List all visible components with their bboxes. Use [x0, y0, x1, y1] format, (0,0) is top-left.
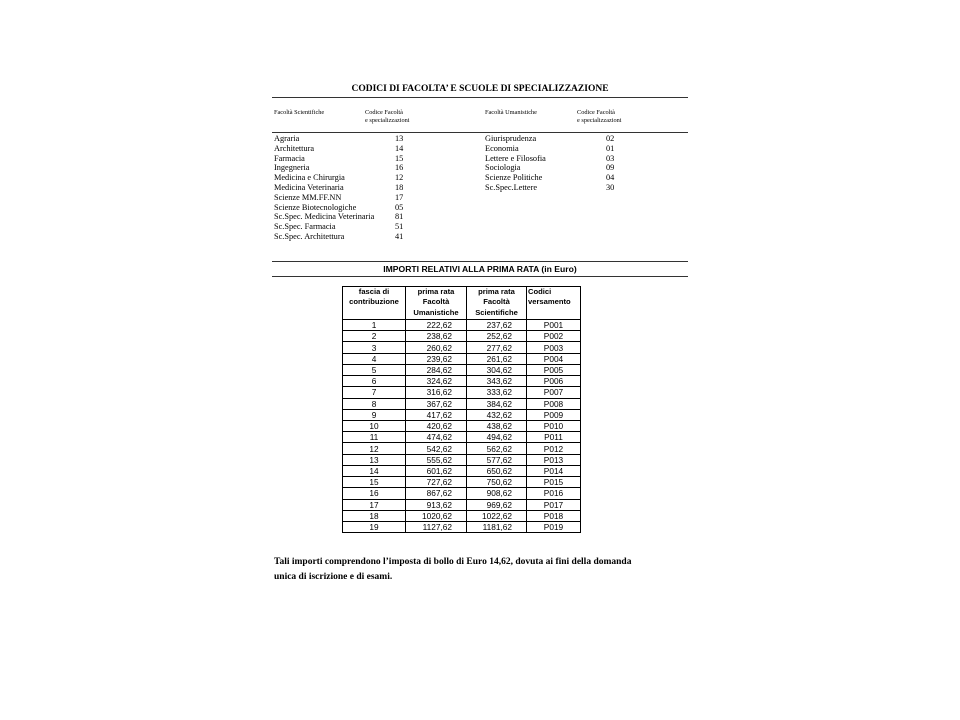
fascia-cell: 7 — [343, 387, 406, 398]
codice-versamento-cell: P005 — [527, 365, 581, 376]
scientifiche-amount-cell: 438,62 — [467, 421, 527, 432]
faculty-code: 15 — [395, 153, 404, 163]
faculty-name: Scienze MM.FF.NN — [274, 192, 342, 202]
codice-versamento-cell: P018 — [527, 511, 581, 522]
fascia-cell: 3 — [343, 342, 406, 353]
fascia-cell: 19 — [343, 522, 406, 533]
umanistiche-code-header-line2: e specializzazioni — [577, 117, 622, 124]
fascia-cell: 12 — [343, 443, 406, 454]
fascia-cell: 9 — [343, 410, 406, 421]
scientifiche-amount-cell: 333,62 — [467, 387, 527, 398]
faculty-row — [274, 144, 474, 154]
header-line: prima rata — [478, 287, 515, 296]
faculty-name: Sc.Spec. Farmacia — [274, 222, 336, 232]
faculty-name: Scienze Politiche — [485, 173, 543, 183]
faculty-row — [485, 154, 685, 164]
faculty-row — [274, 183, 474, 193]
fascia-cell: 18 — [343, 511, 406, 522]
faculty-row — [274, 163, 474, 173]
header-line: Umanistiche — [413, 307, 459, 317]
umanistiche-amount-cell: 601,62 — [406, 466, 467, 477]
umanistiche-amount-cell: 867,62 — [406, 488, 467, 499]
fascia-cell: 11 — [343, 432, 406, 443]
fee-table-header-cell — [406, 287, 467, 320]
faculty-row — [485, 173, 685, 183]
fascia-cell: 8 — [343, 399, 406, 410]
scientifiche-amount-cell: 494,62 — [467, 432, 527, 443]
header-line: Facoltà — [483, 297, 510, 307]
scientifiche-amount-cell: 343,62 — [467, 376, 527, 387]
faculty-code: 51 — [395, 222, 404, 232]
faculty-code: 81 — [395, 212, 404, 222]
umanistiche-code-header-line1: Codice Facoltà — [577, 109, 615, 116]
fascia-cell: 6 — [343, 376, 406, 387]
faculty-row — [485, 183, 685, 193]
codice-versamento-cell: P019 — [527, 522, 581, 533]
faculty-code: 09 — [606, 163, 615, 173]
faculty-name: Scienze Biotecnologiche — [274, 202, 357, 212]
faculty-row — [274, 154, 474, 164]
fascia-cell: 14 — [343, 466, 406, 477]
codice-versamento-cell: P003 — [527, 342, 581, 353]
fascia-cell: 5 — [343, 365, 406, 376]
codice-versamento-cell: P016 — [527, 488, 581, 499]
header-line: contribuzione — [349, 297, 399, 307]
scientifiche-code-header-line1: Codice Facoltà — [365, 109, 403, 116]
faculty-name: Lettere e Filosofia — [485, 153, 546, 163]
faculty-name: Economia — [485, 143, 519, 153]
importi-bottom-rule — [272, 276, 688, 277]
faculty-name: Sc.Spec. Architettura — [274, 232, 345, 241]
scientifiche-amount-cell: 261,62 — [467, 354, 527, 365]
scientifiche-amount-cell: 1181,62 — [467, 522, 527, 533]
note-line-1: Tali importi comprendono l’imposta di bollo di Euro 14,62, dovuta ai fini della domanda — [274, 557, 632, 567]
umanistiche-amount-cell: 555,62 — [406, 455, 467, 466]
umanistiche-amount-cell: 260,62 — [406, 342, 467, 353]
umanistiche-amount-cell: 324,62 — [406, 376, 467, 387]
umanistiche-header: Facoltà Umanistiche — [485, 109, 537, 116]
umanistiche-amount-cell: 238,62 — [406, 331, 467, 342]
scientifiche-amount-cell: 577,62 — [467, 455, 527, 466]
umanistiche-amount-cell: 316,62 — [406, 387, 467, 398]
faculty-code: 04 — [606, 173, 615, 183]
codice-versamento-cell: P015 — [527, 477, 581, 488]
umanistiche-amount-cell: 474,62 — [406, 432, 467, 443]
faculty-list-umanistiche — [485, 134, 685, 246]
faculty-name: Sc.Spec.Lettere — [485, 183, 538, 192]
codice-versamento-cell: P012 — [527, 443, 581, 454]
fascia-cell: 1 — [343, 320, 406, 331]
codice-versamento-cell: P007 — [527, 387, 581, 398]
scientifiche-amount-cell: 384,62 — [467, 399, 527, 410]
codice-versamento-cell: P009 — [527, 410, 581, 421]
scientifiche-amount-cell: 650,62 — [467, 466, 527, 477]
fascia-cell: 2 — [343, 331, 406, 342]
codice-versamento-cell: P001 — [527, 320, 581, 331]
faculty-row — [274, 232, 474, 242]
faculty-row — [274, 173, 474, 183]
codice-versamento-cell: P006 — [527, 376, 581, 387]
codice-versamento-cell: P011 — [527, 432, 581, 443]
codice-versamento-cell: P013 — [527, 455, 581, 466]
importi-top-rule — [272, 261, 688, 262]
fascia-cell: 15 — [343, 477, 406, 488]
scientifiche-code-header-line2: e specializzazioni — [365, 117, 410, 124]
scientifiche-amount-cell: 562,62 — [467, 443, 527, 454]
faculty-row — [274, 193, 474, 203]
scientifiche-amount-cell: 304,62 — [467, 365, 527, 376]
umanistiche-amount-cell: 284,62 — [406, 365, 467, 376]
umanistiche-amount-cell: 417,62 — [406, 410, 467, 421]
faculty-code: 05 — [395, 202, 404, 212]
faculty-code: 17 — [395, 192, 404, 202]
codice-versamento-cell: P008 — [527, 399, 581, 410]
codice-versamento-cell: P002 — [527, 331, 581, 342]
faculty-name: Medicina e Chirurgia — [274, 173, 345, 183]
faculty-name: Ingegneria — [274, 163, 310, 173]
faculty-row — [274, 134, 474, 144]
header-line: fascia di — [358, 287, 390, 296]
codice-versamento-cell: P004 — [527, 354, 581, 365]
codice-versamento-cell: P010 — [527, 421, 581, 432]
faculty-row — [485, 144, 685, 154]
header-divider — [272, 132, 688, 133]
umanistiche-amount-cell: 239,62 — [406, 354, 467, 365]
codice-versamento-cell: P014 — [527, 466, 581, 477]
scientifiche-header: Facoltà Scientifiche — [274, 109, 325, 116]
fee-table-header-cell — [527, 287, 581, 320]
importi-title: IMPORTI RELATIVI ALLA PRIMA RATA (in Euro) — [383, 264, 577, 274]
codice-versamento-cell: P017 — [527, 500, 581, 511]
faculty-code: 14 — [395, 143, 404, 153]
document-title: CODICI DI FACOLTA’ E SCUOLE DI SPECIALIZZAZIONE — [351, 84, 609, 94]
faculty-row — [485, 134, 685, 144]
fee-table-header-cell — [467, 287, 527, 320]
umanistiche-amount-cell: 1020,62 — [406, 511, 467, 522]
title-underline — [272, 97, 688, 98]
faculty-name: Giurisprudenza — [485, 134, 537, 143]
umanistiche-amount-cell: 222,62 — [406, 320, 467, 331]
fascia-cell: 4 — [343, 354, 406, 365]
faculty-name: Farmacia — [274, 153, 305, 163]
faculty-code: 03 — [606, 153, 615, 163]
header-line: Scientifiche — [475, 307, 518, 317]
umanistiche-amount-cell: 420,62 — [406, 421, 467, 432]
fee-table — [342, 286, 581, 533]
faculty-list-scientifiche — [274, 134, 474, 246]
faculty-row — [485, 163, 685, 173]
note-line-2: unica di iscrizione e di esami. — [274, 572, 393, 582]
faculty-code: 01 — [606, 143, 615, 153]
header-line: Codici — [528, 287, 552, 296]
scientifiche-amount-cell: 908,62 — [467, 488, 527, 499]
faculty-row — [274, 203, 474, 213]
scientifiche-amount-cell: 432,62 — [467, 410, 527, 421]
fascia-cell: 16 — [343, 488, 406, 499]
scientifiche-amount-cell: 252,62 — [467, 331, 527, 342]
faculty-code: 13 — [395, 134, 404, 143]
header-line: prima rata — [417, 287, 455, 296]
scientifiche-amount-cell: 237,62 — [467, 320, 527, 331]
faculty-code: 30 — [606, 183, 615, 192]
faculty-row — [274, 212, 474, 222]
umanistiche-amount-cell: 542,62 — [406, 443, 467, 454]
umanistiche-amount-cell: 913,62 — [406, 500, 467, 511]
faculty-code: 18 — [395, 183, 404, 192]
faculty-name: Architettura — [274, 143, 315, 153]
faculty-name: Sc.Spec. Medicina Veterinaria — [274, 212, 375, 222]
scientifiche-amount-cell: 750,62 — [467, 477, 527, 488]
faculty-code: 41 — [395, 232, 404, 241]
faculty-code: 16 — [395, 163, 404, 173]
umanistiche-amount-cell: 1127,62 — [406, 522, 467, 533]
faculty-row — [274, 222, 474, 232]
faculty-code: 12 — [395, 173, 404, 183]
umanistiche-amount-cell: 367,62 — [406, 399, 467, 410]
faculty-name: Agraria — [274, 134, 300, 143]
scientifiche-amount-cell: 277,62 — [467, 342, 527, 353]
faculty-name: Medicina Veterinaria — [274, 183, 344, 192]
faculty-code: 02 — [606, 134, 615, 143]
scientifiche-amount-cell: 1022,62 — [467, 511, 527, 522]
fee-table-header-cell — [343, 287, 406, 320]
fascia-cell: 10 — [343, 421, 406, 432]
fascia-cell: 17 — [343, 500, 406, 511]
fascia-cell: 13 — [343, 455, 406, 466]
umanistiche-amount-cell: 727,62 — [406, 477, 467, 488]
header-line: Facoltà — [422, 297, 450, 307]
faculty-name: Sociologia — [485, 163, 521, 173]
header-line: versamento — [528, 297, 571, 307]
scientifiche-amount-cell: 969,62 — [467, 500, 527, 511]
